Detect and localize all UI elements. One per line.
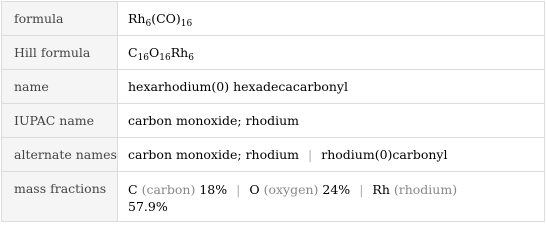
name-label: name <box>2 70 118 104</box>
name-value: hexarhodium(0) hexadecacarbonyl <box>118 70 545 104</box>
alternate-name-2: rhodium(0)carbonyl <box>321 147 448 162</box>
mass-fraction-c-symbol: C <box>128 182 138 197</box>
formula-part-rh: Rh <box>128 11 146 26</box>
alternate-names-value <box>118 138 545 172</box>
hill-sub-rh: 6 <box>188 53 194 63</box>
mass-fraction-o-percent: 24% <box>322 182 351 197</box>
formula-sub-rh: 6 <box>145 19 152 29</box>
hill-sub-c: 16 <box>137 53 150 63</box>
table-row-iupac-name <box>2 104 545 138</box>
mass-fraction-c-element: (carbon) <box>141 182 196 197</box>
hill-part-o: O <box>149 45 160 60</box>
table-row-formula <box>2 2 545 36</box>
mass-fraction-o-symbol: O <box>249 182 260 197</box>
mass-fractions-value <box>118 172 545 222</box>
mass-fraction-rh-percent: 57.9% <box>128 199 168 214</box>
iupac-name-label: IUPAC name <box>2 104 118 138</box>
hill-sub-o: 16 <box>159 53 171 63</box>
mass-fraction-rh-symbol: Rh <box>372 182 390 197</box>
table-row-name <box>2 70 545 104</box>
formula-value <box>118 2 545 36</box>
alternate-names-separator: | <box>308 147 313 162</box>
hill-part-rh: Rh <box>170 45 189 60</box>
formula-part-co: (CO) <box>151 11 181 26</box>
formula-sub-co: 16 <box>180 19 193 29</box>
mass-fraction-separator-1: | <box>236 182 241 197</box>
table-row-hill-formula <box>2 36 545 70</box>
mass-fraction-rh-element: (rhodium) <box>393 182 458 197</box>
mass-fractions-label: mass fractions <box>2 172 118 222</box>
table-row-mass-fractions <box>2 172 545 222</box>
iupac-name-value: carbon monoxide; rhodium <box>118 104 545 138</box>
table-row-alternate-names <box>2 138 545 172</box>
mass-fraction-separator-2: | <box>359 182 364 197</box>
alternate-names-label: alternate names <box>2 138 118 172</box>
mass-fraction-c-percent: 18% <box>199 182 228 197</box>
mass-fraction-o-element: (oxygen) <box>263 182 319 197</box>
formula-label: formula <box>2 2 118 36</box>
hill-formula-value <box>118 36 545 70</box>
alternate-name-1: carbon monoxide; rhodium <box>128 147 300 162</box>
properties-table <box>1 1 545 222</box>
hill-part-c: C <box>128 45 138 60</box>
hill-formula-label: Hill formula <box>2 36 118 70</box>
